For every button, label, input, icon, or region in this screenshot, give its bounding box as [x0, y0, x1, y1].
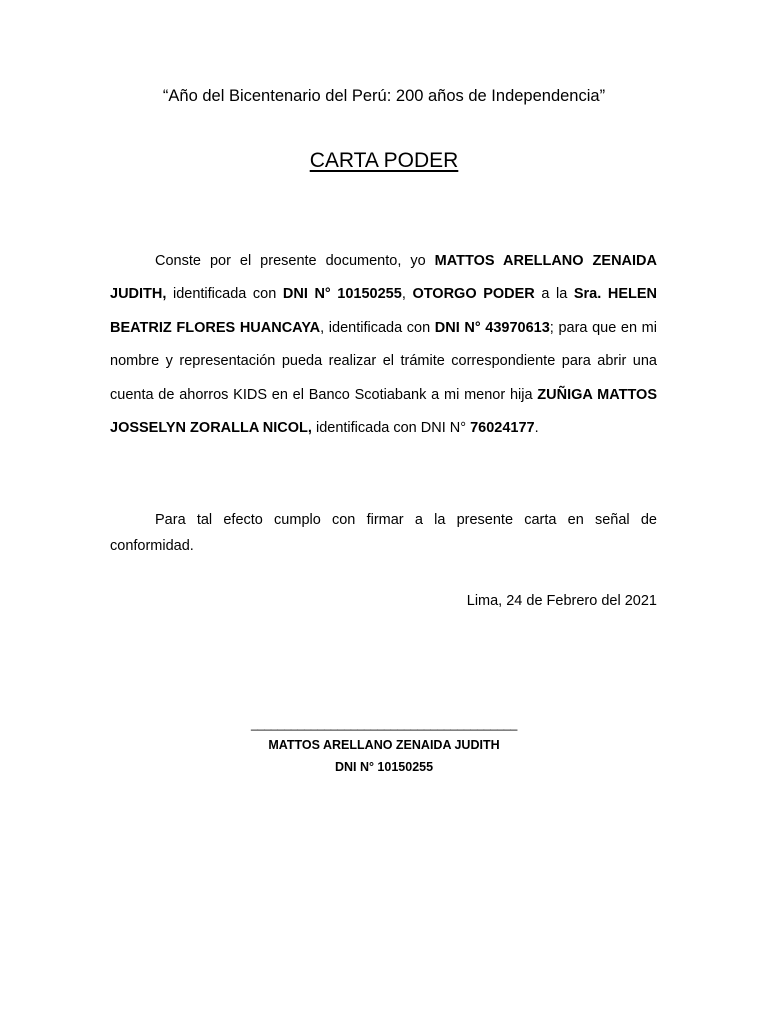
paragraph-conformity — [110, 507, 657, 559]
p1-text-6: ; para que en mi nombre y representación pueda realizar el trámite correspondiente para abrir una cuenta de ahorros KIDS en el Banco Scotiabank a mi menor hija — [110, 319, 657, 403]
place-date: Lima, 24 de Febrero del 2021 — [466, 593, 657, 609]
header-motto: “Año del Bicentenario del Perú: 200 años de Independencia” — [162, 87, 606, 105]
p1-text-8: . — [534, 420, 539, 437]
grant-statement: OTORGO PODER — [412, 286, 535, 303]
minor-name: ZUÑIGA MATTOS JOSSELYN ZORALLA NICOL, — [110, 386, 657, 437]
signatory-name: MATTOS ARELLANO ZENAIDA JUDITH — [268, 738, 500, 752]
minor-dni: 76024177 — [470, 420, 535, 437]
grantor-name: MATTOS ARELLANO ZENAIDA JUDITH, — [110, 253, 657, 303]
signatory-dni: DNI N° 10150255 — [334, 760, 434, 774]
document-title-text: CARTA PODER — [309, 149, 459, 172]
grantor-dni: DNI N° 10150255 — [282, 286, 402, 303]
grantee-dni: DNI N° 43970613 — [434, 319, 550, 336]
signature-line: ________________________________________ — [250, 717, 518, 731]
paragraph-main — [110, 245, 657, 445]
signature-block — [0, 714, 768, 777]
p1-text-2: identificada con — [166, 286, 283, 303]
paragraph-conformity-text: Para tal efecto cumplo con firmar a la presente carta en señal de conformidad. — [110, 512, 657, 554]
p1-text-5: , identificada con — [320, 319, 435, 336]
document-title — [0, 148, 768, 174]
p1-text-3: , — [401, 286, 413, 303]
grantee-name: Sra. HELEN BEATRIZ FLORES HUANCAYA — [110, 286, 657, 336]
p1-text-7: identificada con DNI N° — [311, 420, 471, 437]
p1-text-4: a la — [534, 286, 574, 303]
p1-text-1: Conste por el presente documento, yo — [155, 253, 435, 269]
